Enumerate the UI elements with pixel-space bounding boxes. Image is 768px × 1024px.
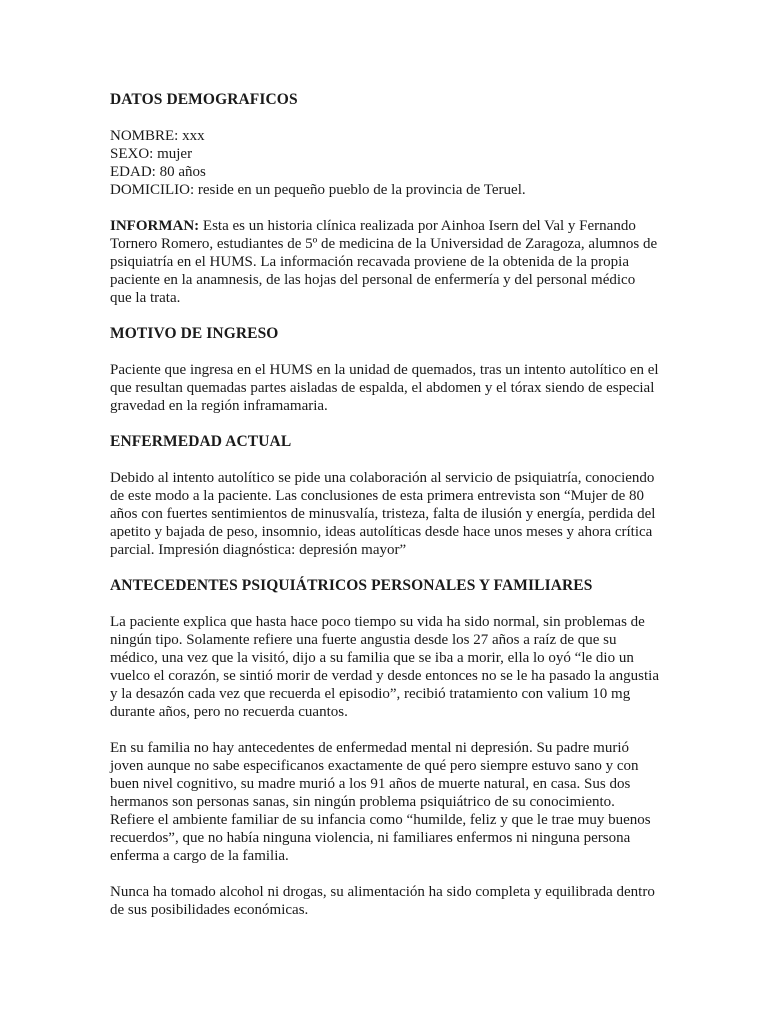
demographic-domicilio: DOMICILIO: reside en un pequeño pueblo de la provincia de Teruel. [110,182,526,198]
motivo-paragraph: Paciente que ingresa en el HUMS en la unidad de quemados, tras un intento autolítico en el que resultan quemadas partes aisladas de espalda, el abdomen y el tórax siendo de especial gravedad en la región inframamaria. [110,362,659,414]
enfermedad-paragraph: Debido al intento autolítico se pide una colaboración al servicio de psiquiatría, conociendo de este modo a la paciente. Las conclusiones de esta primera entrevista son “Mujer de 80 años con fuertes sentimientos de minusvalía, tristeza, falta de ilusión y energía, perdida del apetito y bajada de peso, insomnio, ideas autolíticas desde hace unos meses y ahora crítica parcial. Impresión diagnóstica: depresión mayor” [110,470,656,558]
heading-enfermedad-actual: ENFERMEDAD ACTUAL [110,433,292,450]
document-body [110,91,660,919]
demographic-edad: EDAD: 80 años [110,164,206,180]
heading-datos-demograficos: DATOS DEMOGRAFICOS [110,91,298,108]
antecedentes-paragraph-1: La paciente explica que hasta hace poco tiempo su vida ha sido normal, sin problemas de ningún tipo. Solamente refiere una fuerte angustia desde los 27 años a raíz de que su médico, una vez que la visitó, dijo a su familia que se iba a morir, ella lo oyó “le dio un vuelco el corazón, se sintió morir de verdad y desde entonces no se le ha pasado la angustia y la desazón cada vez que recuerda el episodio”, recibió tratamiento con valium 10 mg durante años, pero no recuerda cuantos. [110,614,659,720]
demographic-sexo: SEXO: mujer [110,146,193,162]
informan-label: INFORMAN: [110,218,200,234]
demographics-block [110,127,660,199]
informan-text: Esta es un historia clínica realizada por Ainhoa Isern del Val y Fernando Tornero Romero, estudiantes de 5º de medicina de la Universidad de Zaragoza, alumnos de psiquiatría en el HUMS. La información recavada proviene de la obtenida de la propia paciente en la anamnesis, de las hojas del personal de enfermería y del personal médico que la trata. [110,218,658,306]
demographic-nombre: NOMBRE: xxx [110,128,205,144]
antecedentes-paragraph-2: En su familia no hay antecedentes de enfermedad mental ni depresión. Su padre murió joven aunque no sabe especificanos exactamente de qué pero siempre estuvo sano y con buen nivel cognitivo, su madre murió a los 91 años de muerte natural, en casa. Sus dos hermanos son personas sanas, sin ningún problema psiquiátrico de su conocimiento. Refiere el ambiente familiar de su infancia como “humilde, feliz y que le trae muy buenos recuerdos”, que no había ninguna violencia, ni familiares enfermos ni ninguna persona enferma a cargo de la familia. [110,740,651,864]
heading-antecedentes: ANTECEDENTES PSIQUIÁTRICOS PERSONALES Y FAMILIARES [110,577,593,594]
heading-motivo-de-ingreso: MOTIVO DE INGRESO [110,325,279,342]
informan-paragraph [110,217,660,307]
antecedentes-paragraph-3: Nunca ha tomado alcohol ni drogas, su alimentación ha sido completa y equilibrada dentro de sus posibilidades económicas. [110,884,655,918]
